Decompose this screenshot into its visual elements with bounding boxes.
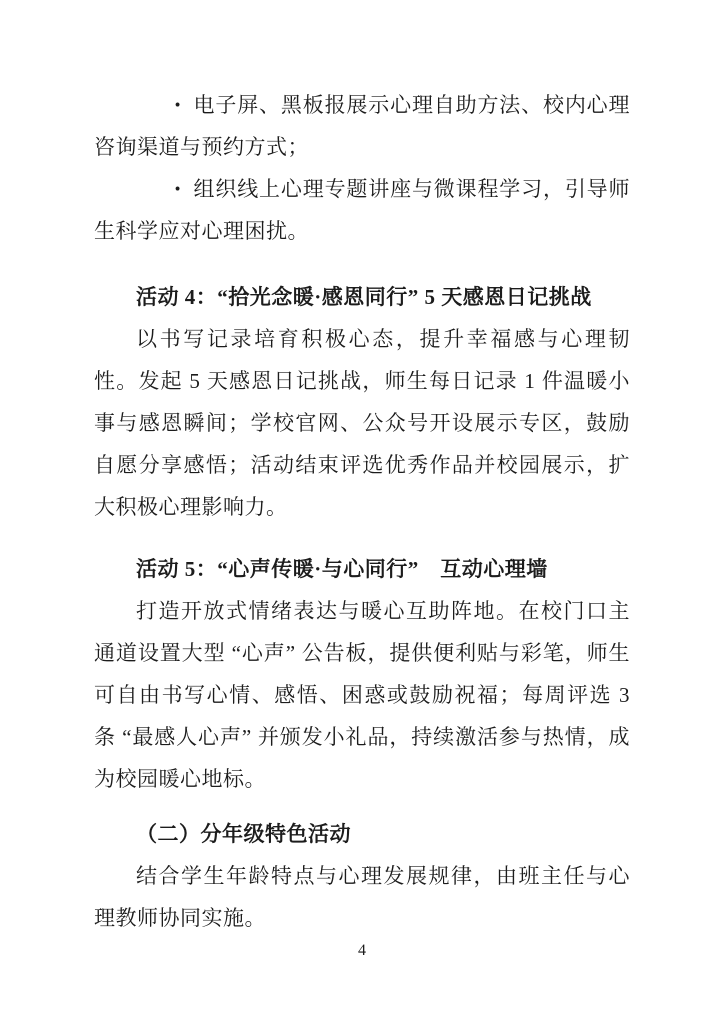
bullet-icon: • [174,95,181,115]
document-content [94,84,630,939]
section-2-heading: （二）分年级特色活动 [136,822,351,846]
section-2-paragraph: 结合学生年龄特点与心理发展规律，由班主任与心理教师协同实施。 [94,864,630,930]
bullet-item-text: 组织线上心理专题讲座与微课程学习，引导师生科学应对心理困扰。 [94,177,630,243]
bullet-list-item [94,84,630,168]
activity-4-paragraph: 以书写记录培育积极心态，提升幸福感与心理韧性。发起 5 天感恩日记挑战，师生每日记录 1 件温暖小事与感恩瞬间；学校官网、公众号开设展示专区，鼓励自愿分享感悟；活动结束评选优秀作品并校园展示，扩大积极心理影响力。 [94,327,630,519]
activity-5-heading: 活动 5：“心声传暖·与心同行” 互动心理墙 [136,557,548,581]
activity-5-paragraph: 打造开放式情绪表达与暖心互助阵地。在校门口主通道设置大型 “心声” 公告板，提供便利贴与彩笔，师生可自由书写心情、感悟、困惑或鼓励祝福；每周评选 3 条 “最感人心声” 并颁发小礼品，持续激活参与热情，成为校园暖心地标。 [94,599,630,791]
bullet-icon: • [174,179,181,199]
bullet-list-item [94,168,630,252]
activity-4-heading: 活动 4：“拾光念暖·感恩同行” 5 天感恩日记挑战 [136,285,592,309]
page-number: 4 [358,942,366,959]
bullet-item-text: 电子屏、黑板报展示心理自助方法、校内心理咨询渠道与预约方式； [94,93,630,159]
